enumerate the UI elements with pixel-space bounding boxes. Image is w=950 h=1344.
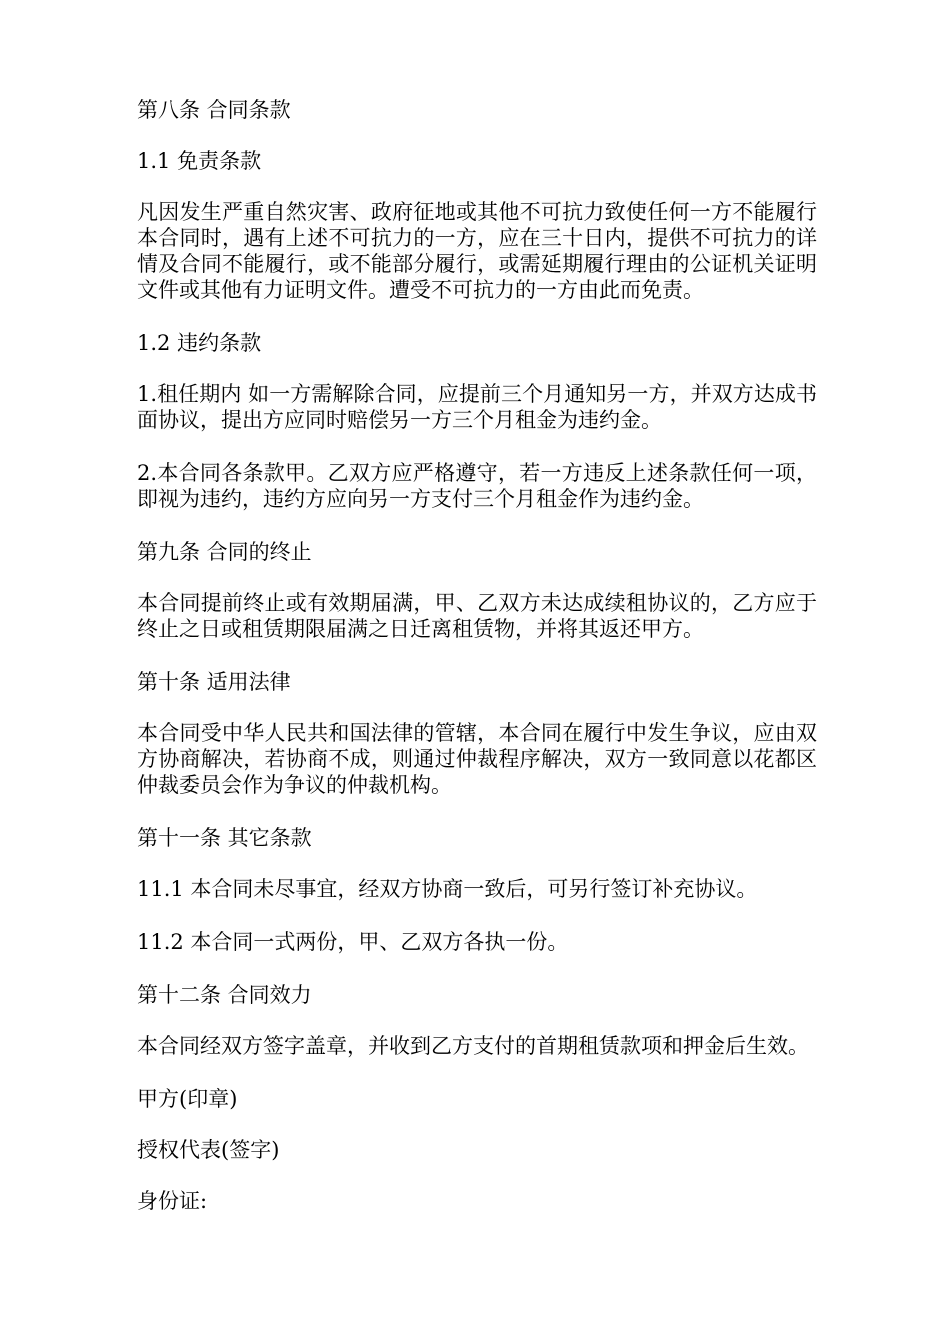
authorized-representative-label: 授权代表(签字) xyxy=(137,1138,280,1162)
article-12-text: 本合同经双方签字盖章，并收到乙方支付的首期租赁款项和押金后生效。 xyxy=(137,1034,809,1058)
article-10-title: 第十条 适用法律 xyxy=(137,670,291,694)
section-11-2: 11.2 本合同一式两份，甲、乙双方各执一份。 xyxy=(137,930,569,954)
article-9-title: 第九条 合同的终止 xyxy=(137,540,312,564)
article-12-title: 第十二条 合同效力 xyxy=(137,983,312,1007)
section-1-2-title: 1.2 违约条款 xyxy=(137,331,262,355)
article-8-title: 第八条 合同条款 xyxy=(137,98,291,122)
article-9-text: 本合同提前终止或有效期届满，甲、乙双方未达成续租协议的，乙方应于终止之日或租赁期限届满之日迁离租赁物，并将其返还甲方。 xyxy=(137,591,817,641)
id-card-label: 身份证: xyxy=(137,1189,208,1213)
section-1-1-text: 凡因发生严重自然灾害、政府征地或其他不可抗力致使任何一方不能履行本合同时，遇有上述不可抗力的一方，应在三十日内，提供不可抗力的详情及合同不能履行，或不能部分履行，或需延期履行理由的公证机关证明文件或其他有力证明文件。遭受不可抗力的一方由此而免责。 xyxy=(137,200,817,302)
section-1-1-title: 1.1 免责条款 xyxy=(137,149,262,173)
party-a-seal-label: 甲方(印章) xyxy=(137,1087,238,1111)
section-1-2-item-2: 2.本合同各条款甲。乙双方应严格遵守，若一方违反上述条款任何一项，即视为违约，违约方应向另一方支付三个月租金作为违约金。 xyxy=(137,461,817,511)
section-11-1: 11.1 本合同未尽事宜，经双方协商一致后，可另行签订补充协议。 xyxy=(137,877,758,901)
article-10-text: 本合同受中华人民共和国法律的管辖，本合同在履行中发生争议，应由双方协商解决，若协商不成，则通过仲裁程序解决，双方一致同意以花都区仲裁委员会作为争议的仲裁机构。 xyxy=(137,721,817,797)
article-11-title: 第十一条 其它条款 xyxy=(137,826,312,850)
contract-page xyxy=(137,97,817,1239)
section-1-2-item-1: 1.租任期内 如一方需解除合同，应提前三个月通知另一方，并双方达成书面协议，提出方应同时赔偿另一方三个月租金为违约金。 xyxy=(137,382,817,432)
